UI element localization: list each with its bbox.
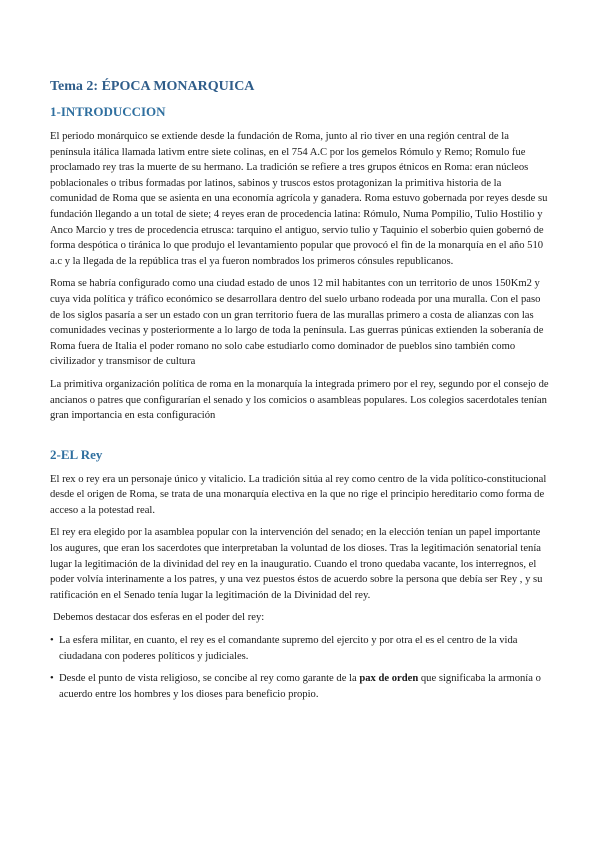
list-item (50, 671, 550, 702)
section-heading-introduccion: 1-INTRODUCCION (50, 104, 166, 119)
list-item-text: La esfera militar, en cuanto, el rey es el comandante supremo del ejercito y por otra el es el centro de la vida ciudadana con poderes políticos y judiciales. (59, 635, 518, 662)
document-title: Tema 2: ÉPOCA MONARQUICA (50, 79, 255, 94)
document-page (50, 78, 550, 709)
paragraph-rey-2: El rey era elegido por la asamblea popular con la intervención del senado; en la elección tenían un papel importante los augures, que eran los sacerdotes que interpretaban la voluntad de los dioses. Tras la legitimación senatorial tenía lugar la legitimación de la divinidad del rey en la inauguratio. Cuando el trono quedaba vacante, los interregnos, el poder volvía interinamente a los patres, y una vez puestos éstos de acuerdo sobre la persona que debía ser Rey , y su ratificación en el Senado tenía lugar la legitimación de la Divinidad del rey. (50, 527, 543, 601)
paragraph-rey-1: El rex o rey era un personaje único y vitalicio. La tradición sitúa al rey como centro de la vida político-constitucional desde el origen de Roma, se trata de una monarquía electiva en la que no rige el principio hereditario como forma de acceso a la potestad real. (50, 473, 547, 516)
paragraph-intro-1: El periodo monárquico se extiende desde la fundación de Roma, junto al rio tiver en una región central de la península itálica llamada lativm entre siete colinas, en el 754 A.C por los gemelos Rómulo y Remo; Romulo fue proclamado rey tras la muerte de su hermano. La tradición se refiere a tres grupos étnicos en Roma: eran núcleos poblacionales o tribus formadas por latinos, sabinos y truscos estos protagonizan la primitiva historia de la comunidad de Roma que se asienta en una economía agrícola y ganadera. Roma estuvo gobernada por reyes desde su fundación llegando a un total de siete; 4 reyes eran de procedencia latina: Rómulo, Numa Pompilio, Tulio Hostilio y Anco Marcio y tres de procedencia etrusca: tarquino el antiguo, servio tulio y Taquinio el soberbio quien gobernó de forma despótica o tiránica lo que produjo el levantamiento popular que provocó el fin de la monarquía en el año 510 a.c y la llegada de la república tras el ya fueron nombrados los primeros cónsules republicanos. (50, 131, 548, 267)
bullet-icon: • (50, 673, 54, 685)
list-item (50, 633, 550, 664)
list-item-text-before: Desde el punto de vista religioso, se concibe al rey como garante de la (59, 673, 360, 685)
bold-term-pax-de-orden: pax de orden (359, 673, 419, 685)
paragraph-rey-lead: Debemos destacar dos esferas en el poder del rey: (53, 612, 265, 624)
paragraph-intro-3: La primitiva organización política de roma en la monarquía la integrada primero por el rey, segundo por el consejo de ancianos o patres que configurarían el senado y los comicios o asambleas populares. Los colegios sacerdotales tenían gran importancia en esta configuración (50, 378, 549, 422)
bullet-list-esferas (50, 633, 550, 702)
bullet-icon: • (50, 635, 54, 647)
section-heading-el-rey: 2-EL Rey (50, 446, 103, 462)
paragraph-intro-2: Roma se habría configurado como una ciudad estado de unos 12 mil habitantes con un territorio de unos 150Km2 y cuya vida política y tráfico económico se desarrollara dentro del suelo urbano rodeada por una muralla. Con el paso de los siglos pasaría a ser un estado con un gran territorio fuera de las murallas primero a costa de alianzas con las comunidades vecinas y posteriormente a lo largo de toda la península. Las guerras púnicas extienden la soberanía de Roma fuera de Italia el poder romano no solo cabe estudiarlo como dominador de pueblos sino también como civilizador y transmisor de cultura (50, 278, 544, 368)
list-item-text-after: que significaba la armonía o acuerdo entre los hombres y los dioses para beneficio propio. (59, 673, 541, 700)
